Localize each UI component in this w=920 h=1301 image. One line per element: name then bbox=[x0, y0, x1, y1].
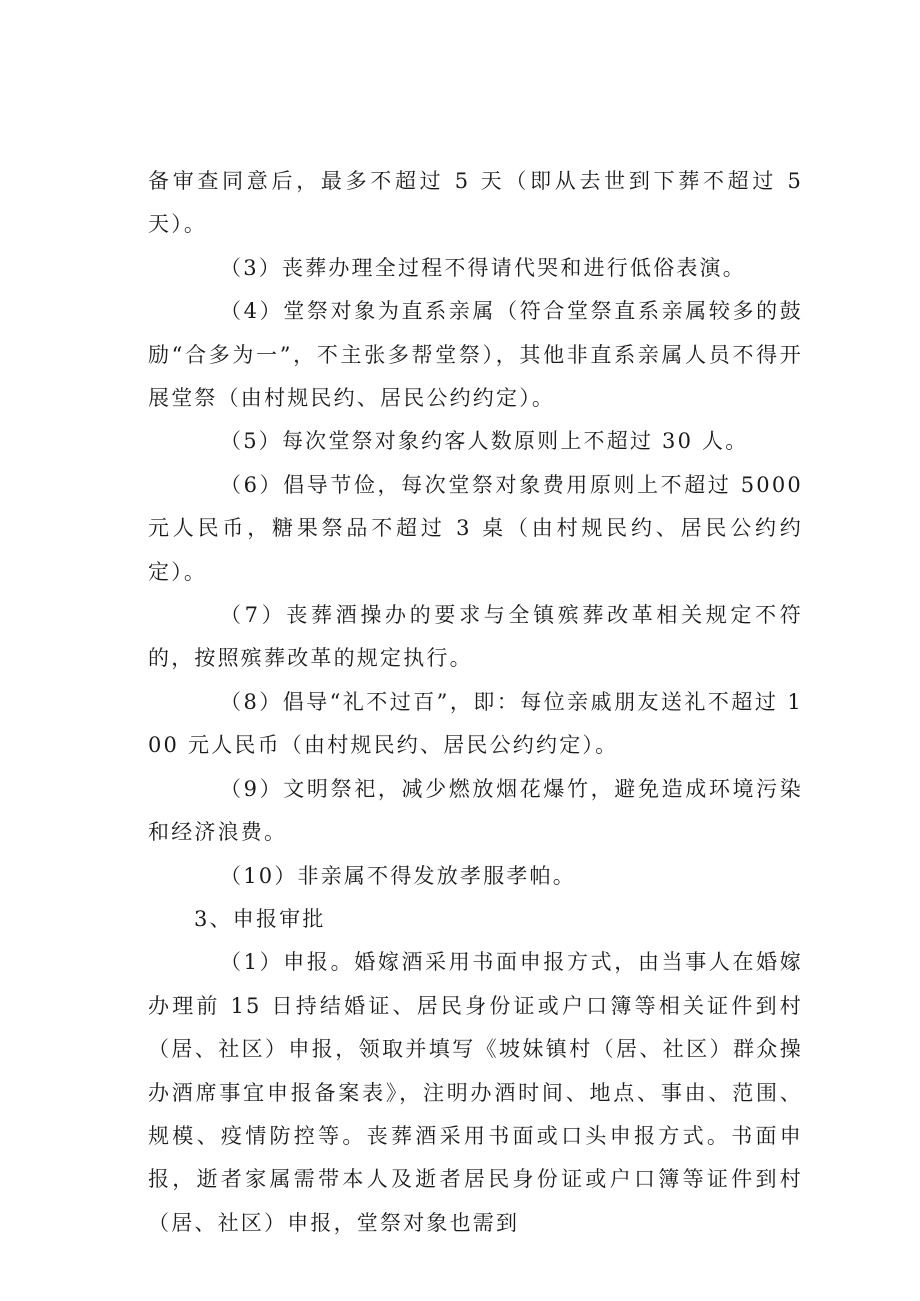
paragraph-item-5: （5）每次堂祭对象约客人数原则上不超过 30 人。 bbox=[220, 429, 749, 454]
paragraph-continuation: 备审查同意后，最多不超过 5 天（即从去世到下葬不超过 5 天）。 bbox=[148, 169, 803, 237]
paragraph-item-9: （9）文明祭祀，减少燃放烟花爆竹，避免造成环境污染和经济浪费。 bbox=[148, 776, 803, 845]
paragraph-item-3: （3）丧葬办理全过程不得请代哭和进行低俗表演。 bbox=[220, 255, 746, 280]
paragraph-item-10: （10）非亲属不得发放孝服孝帕。 bbox=[220, 863, 576, 888]
section-heading: 3、申报审批 bbox=[194, 906, 326, 931]
paragraph-item-6: （6）倡导节俭，每次堂祭对象费用原则上不超过 5000 元人民币，糖果祭品不超过 3 桌（由村规民约、居民公约约定）。 bbox=[148, 472, 803, 584]
paragraph-item-8: （8）倡导“礼不过百”，即：每位亲戚朋友送礼不超过 100 元人民币（由村规民约、居民公约约定）。 bbox=[148, 689, 803, 758]
paragraph-declaration: （1）申报。婚嫁酒采用书面申报方式，由当事人在婚嫁办理前 15 日持结婚证、居民身份证或户口簿等相关证件到村（居、社区）申报，领取并填写《坡妹镇村（居、社区）群众操办酒席事宜申报备案表》，注明办酒时间、地点、事由、范围、规模、疫情防控等。丧葬酒采用书面或口头申报方式。书面申报，逝者家属需带本人及逝者居民身份证或户口簿等证件到村（居、社区）申报，堂祭对象也需到 bbox=[148, 950, 803, 1235]
document-body bbox=[148, 160, 803, 1245]
paragraph-item-4: （4）堂祭对象为直系亲属（符合堂祭直系亲属较多的鼓励“合多为一”，不主张多帮堂祭），其他非直系亲属人员不得开展堂祭（由村规民约、居民公约约定）。 bbox=[148, 299, 803, 411]
paragraph-item-7: （7）丧葬酒操办的要求与全镇殡葬改革相关规定不符的，按照殡葬改革的规定执行。 bbox=[148, 603, 803, 671]
